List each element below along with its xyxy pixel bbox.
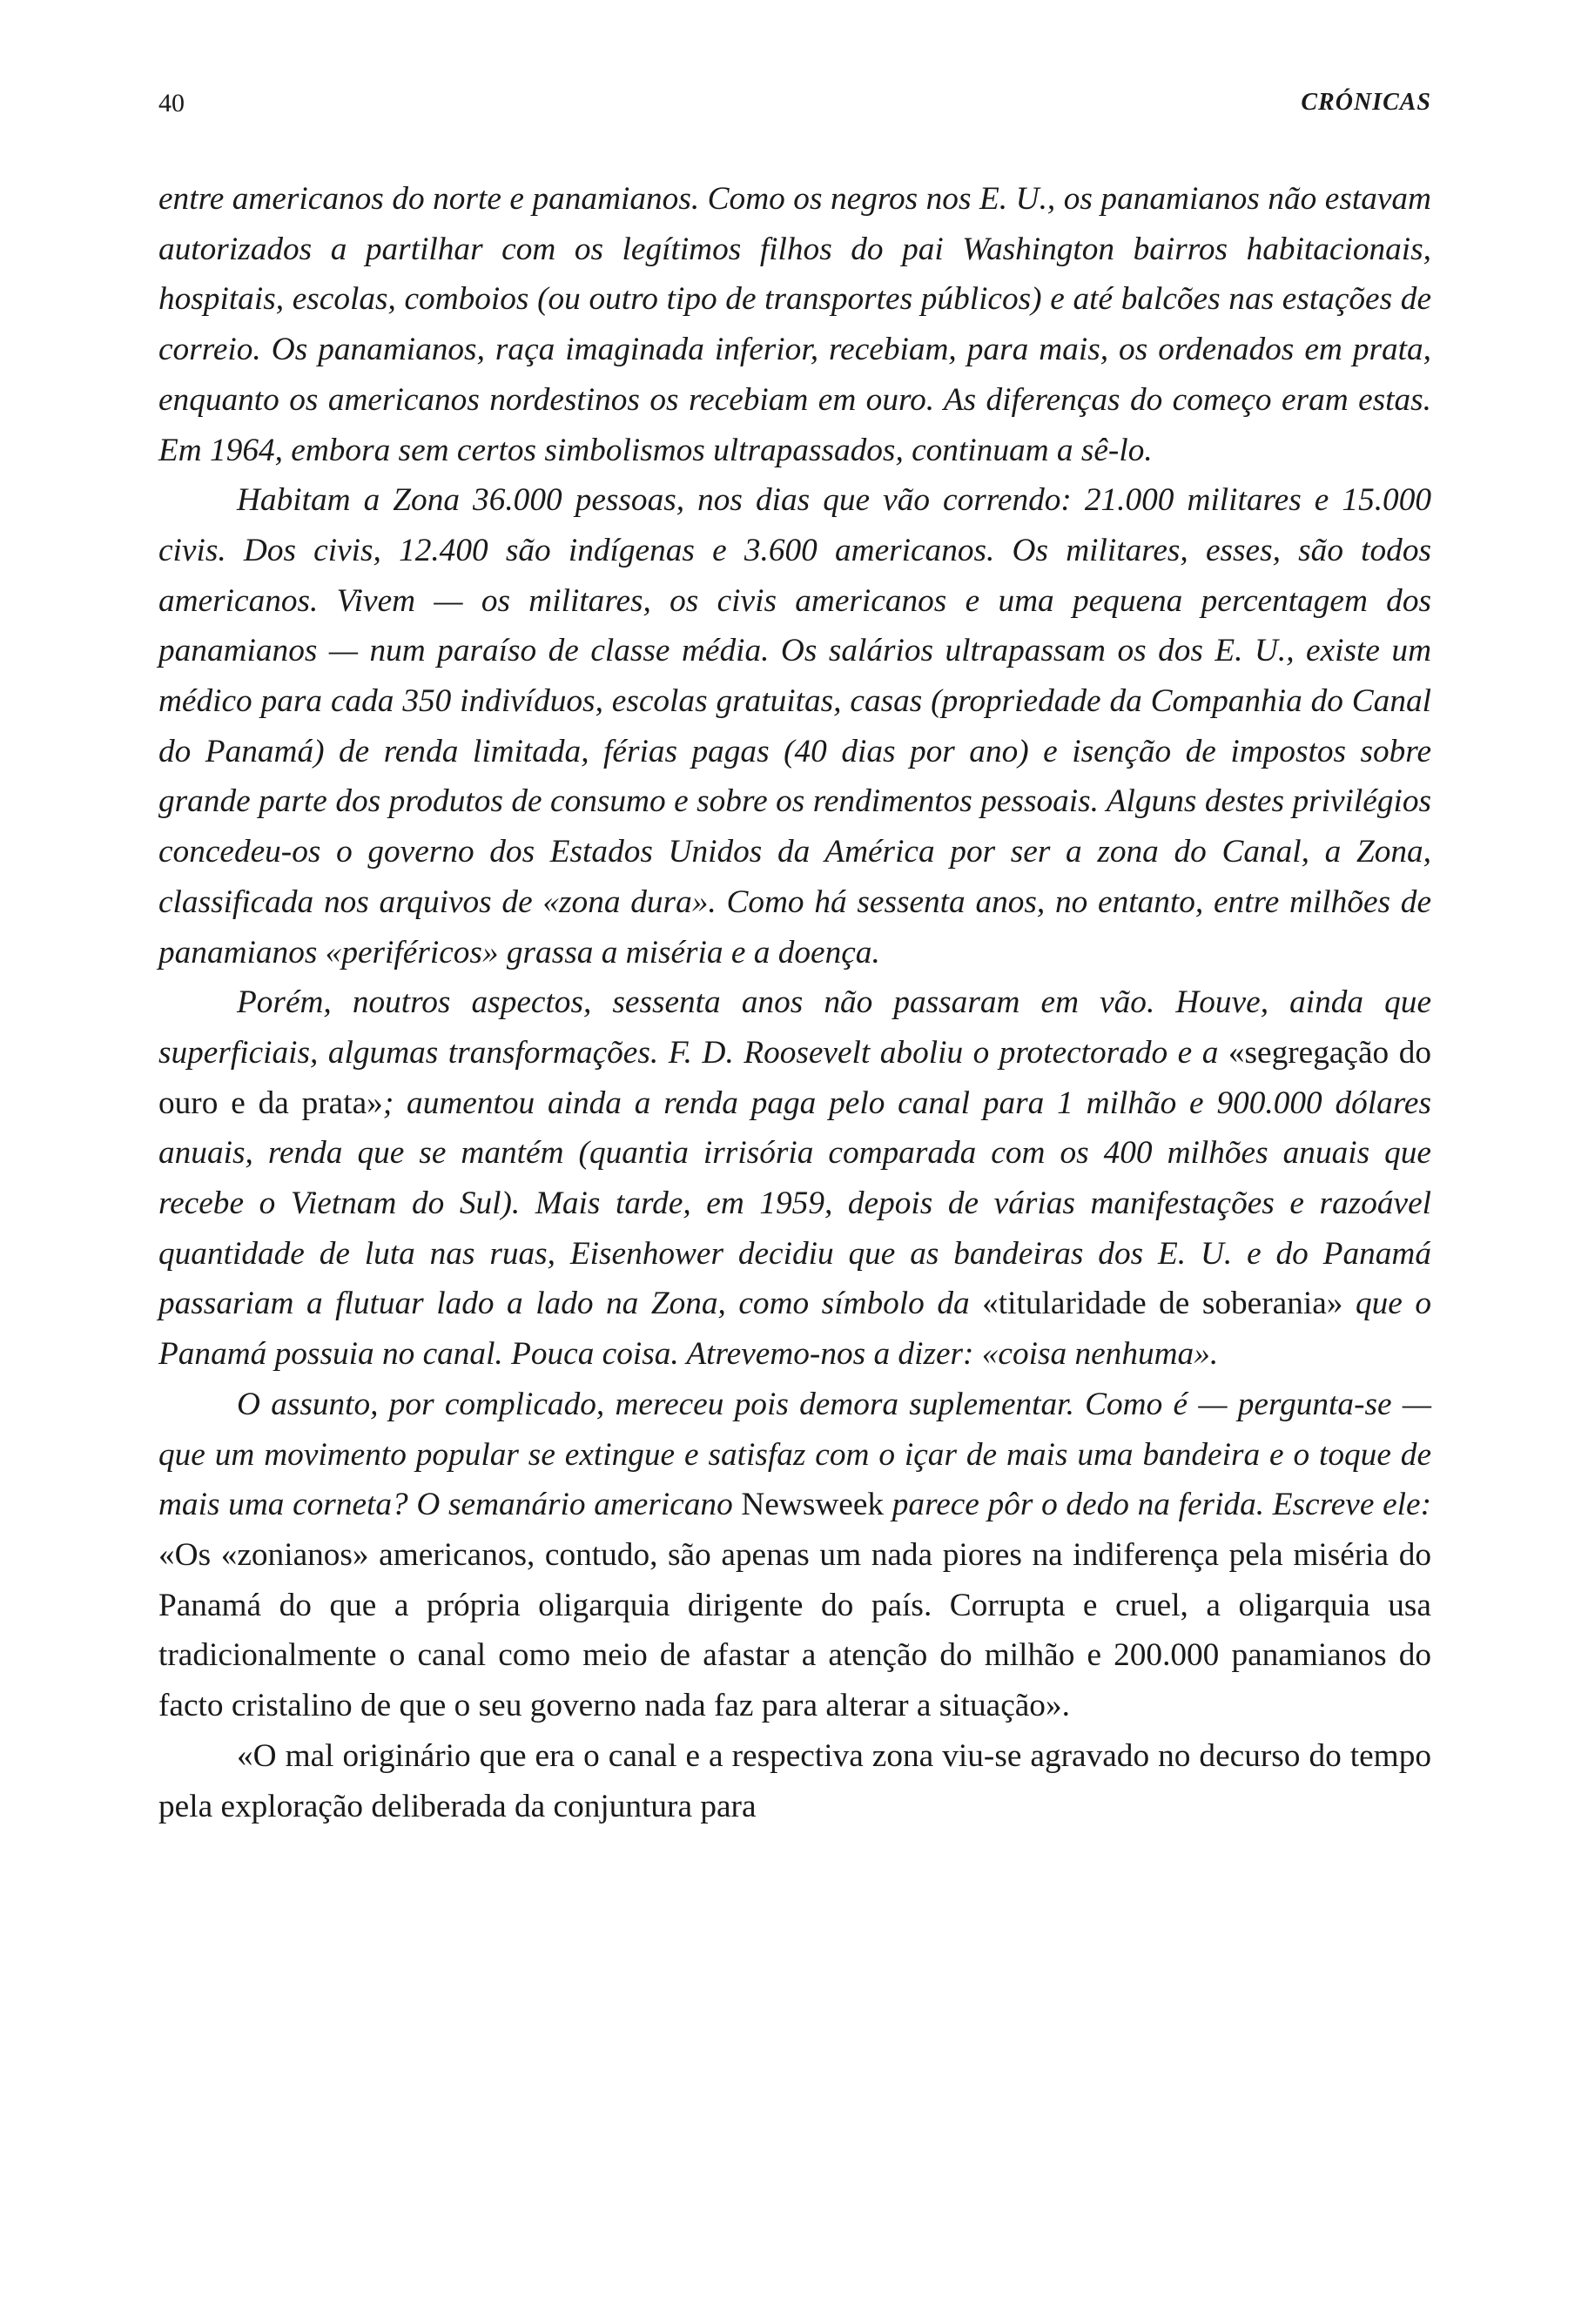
text-run: Newsweek bbox=[741, 1487, 885, 1523]
text-run: parece pôr o dedo na ferida. Escreve ele: bbox=[884, 1487, 1431, 1523]
text-run: Porém, noutros aspectos, sessenta anos não passaram em vão. Houve, ainda que superficiais, algumas transformações. F. D. Roosevelt aboliu o protectorado e a bbox=[158, 984, 1431, 1071]
paragraph bbox=[158, 475, 1431, 977]
text-run: «segregação do ouro e da prata» bbox=[158, 1034, 1431, 1121]
text-run: entre americanos do norte e panamianos. Como os negros nos E. U., os panamianos não estavam autorizados a partilhar com os legítimos filhos do pai Washington bairros habitacionais, hospitais, escolas, comboios (ou outro tipo de transportes públicos) e até balcões nas estações de correio. Os panamianos, raça imaginada inferior, recebiam, para mais, os ordenados em prata, enquanto os americanos nordestinos os recebiam em ouro. As diferenças do começo eram estas. Em 1964, embora sem certos simbolismos ultrapassados, continuam a sê-lo. bbox=[158, 181, 1431, 468]
text-run: que o Panamá possuia no canal. Pouca coisa. Atrevemo-nos a dizer: «coisa nenhuma». bbox=[158, 1286, 1431, 1373]
text-run: ; aumentou ainda a renda paga pelo canal para 1 milhão e 900.000 dólares anuais, renda que se mantém (quantia irrisória comparada com os 400 milhões anuais que recebe o Vietnam do Sul). Mais tarde, em 1959, depois de várias manifestações e razoável quantidade de luta nas ruas, Eisenhower decidiu que as bandeiras dos E. U. e do Panamá passariam a flutuar lado a lado na Zona, como símbolo da bbox=[158, 1085, 1431, 1322]
text-run: «Os «zonianos» americanos, contudo, são apenas um nada piores na indiferença pela miséria do Panamá do que a própria oligarquia dirigente do país. Corrupta e cruel, a oligarquia usa tradicionalmente o canal como meio de afastar a atenção do milhão e 200.000 panamianos do facto cristalino de que o seu governo nada faz para alterar a situação». bbox=[158, 1536, 1431, 1724]
paragraph bbox=[158, 1380, 1431, 1731]
body-text bbox=[158, 174, 1431, 1831]
text-run: «titularidade de soberania» bbox=[982, 1286, 1343, 1322]
text-run: «O mal originário que era o canal e a respectiva zona viu-se agravado no decurso do tempo pela exploração deliberada da conjuntura para bbox=[158, 1737, 1431, 1824]
paragraph bbox=[158, 977, 1431, 1380]
paragraph bbox=[158, 1731, 1431, 1831]
page-header bbox=[158, 89, 1431, 124]
text-run: O assunto, por complicado, mereceu pois demora suplementar. Como é — pergunta-se — que um movimento popular se extingue e satisfaz com o içar de mais uma bandeira e o toque de mais uma corneta? O semanário americano bbox=[158, 1386, 1431, 1523]
running-head: CRÓNICAS bbox=[1301, 89, 1431, 116]
page-number: 40 bbox=[158, 89, 185, 118]
paragraph bbox=[158, 174, 1431, 475]
text-run: Habitam a Zona 36.000 pessoas, nos dias que vão correndo: 21.000 militares e 15.000 civis. Dos civis, 12.400 são indígenas e 3.600 americanos. Os militares, esses, são todos americanos. Vivem — os militares, os civis americanos e uma pequena percentagem dos panamianos — num paraíso de classe média. Os salários ultrapassam os dos E. U., existe um médico para cada 350 indivíduos, escolas gratuitas, casas (propriedade da Companhia do Canal do Panamá) de renda limitada, férias pagas (40 dias por ano) e isenção de impostos sobre grande parte dos produtos de consumo e sobre os rendimentos pessoais. Alguns destes privilégios concedeu-os o governo dos Estados Unidos da América por ser a zona do Canal, a Zona, classificada nos arquivos de «zona dura». Como há sessenta anos, no entanto, entre milhões de panamianos «periféricos» grassa a miséria e a doença. bbox=[158, 482, 1431, 971]
